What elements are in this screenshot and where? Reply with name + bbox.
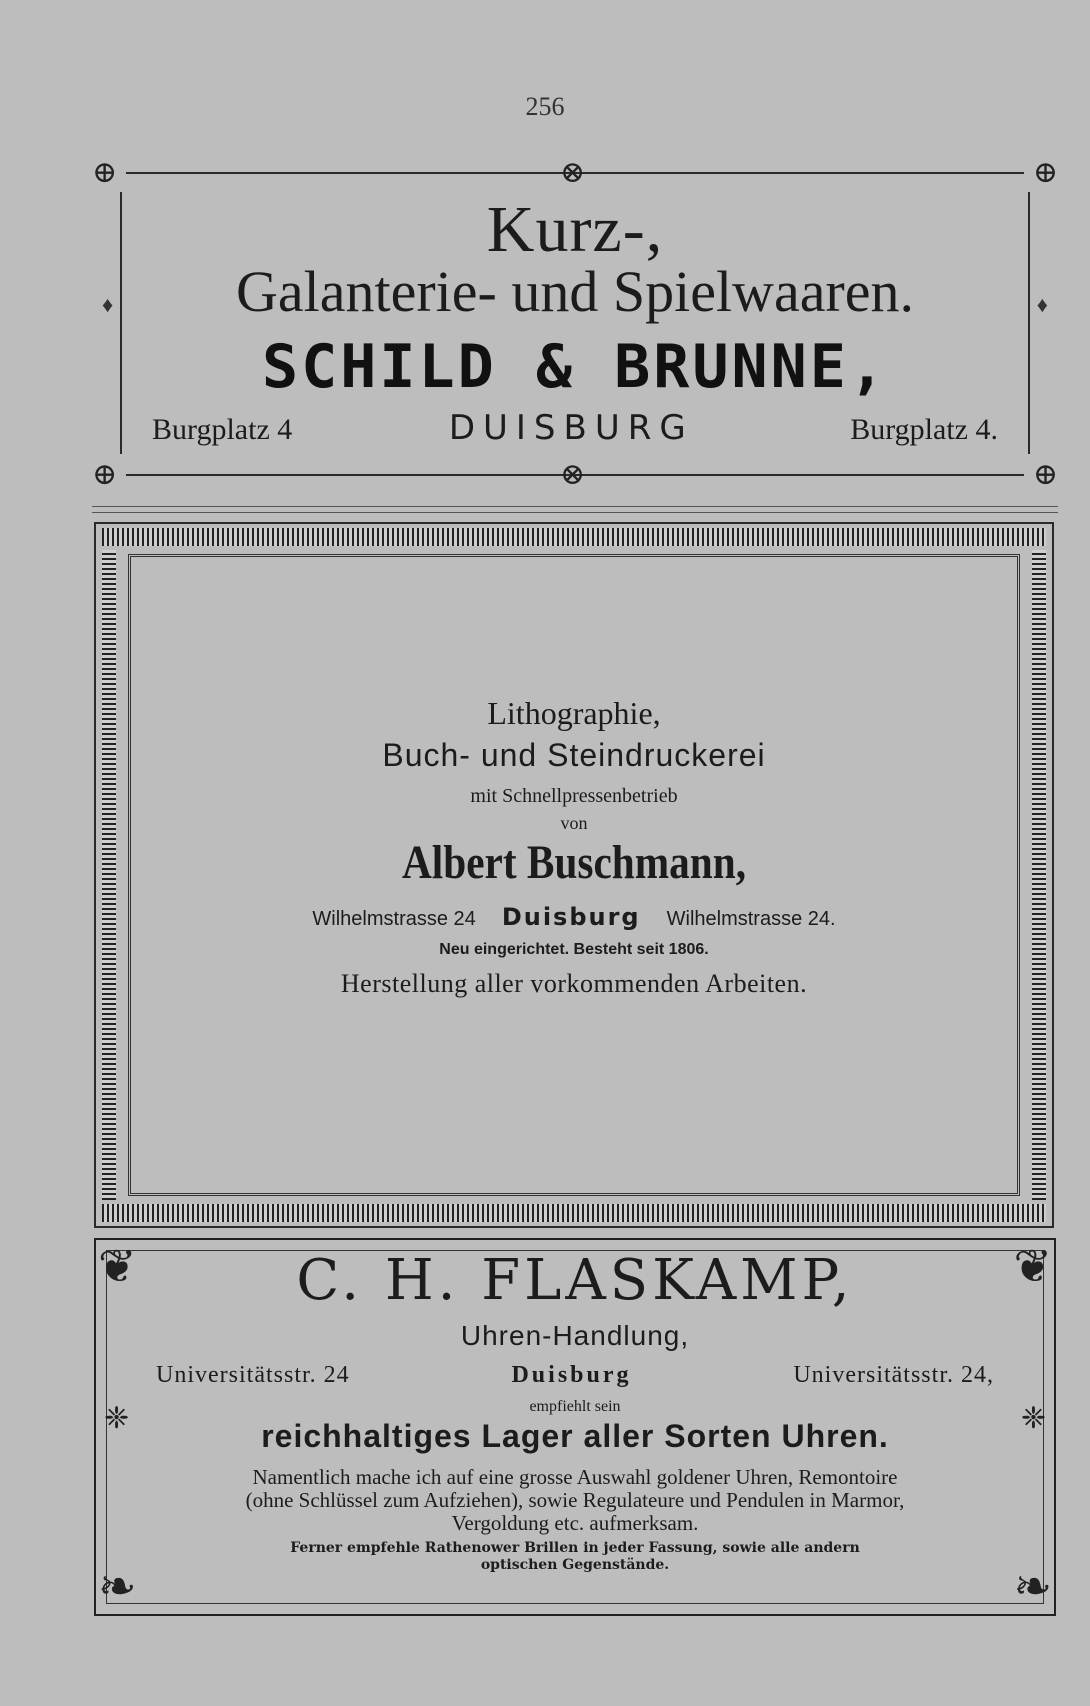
hatched-border-bottom [102,1204,1046,1222]
address-right: Wilhelmstrasse 24. [666,908,836,930]
floral-corner-ornament-icon: ❦ [98,1241,137,1292]
ad-footer [156,1540,994,1574]
knot-ornament-icon: ⊕ [92,156,118,189]
ad-note: Neu eingerichtet. Besteht seit 1806. [439,941,709,958]
city-name: DUISBURG [448,408,694,448]
advertisement-schild-brunne [92,152,1058,492]
page-number: 256 [525,92,565,121]
ad-subheading: Buch- und Steindruckerei [382,737,766,773]
ad-footer-line: optischen Gegenstände. [480,1557,670,1573]
firm-name: C. H. FLASKAMP, [296,1248,854,1313]
floral-corner-ornament-icon: ❧ [1013,1561,1052,1612]
address-row [156,1362,994,1389]
advertisement-buschmann [94,522,1054,1228]
ad-heading: Lithographie, [487,695,661,731]
address-left: Universitätsstr. 24 [156,1362,350,1388]
ad-body-line: Namentlich mache ich auf eine grosse Auswahl goldener Uhren, Remontoire [252,1465,898,1489]
hatched-border-top [102,528,1046,546]
advertisement-flaskamp [94,1238,1056,1616]
ad-body [156,1466,994,1535]
divider [92,512,1058,513]
city-name: Duisburg [511,1362,632,1388]
knot-ornament-icon: ⊗ [560,458,586,491]
spindle-ornament-icon: ♦ [102,292,114,317]
proprietor-name: Albert Buschmann, [401,836,747,889]
ad-tagline: Herstellung aller vorkommenden Arbeiten. [340,969,808,998]
city-name: Duisburg [501,903,641,931]
ad-footer-line: Ferner empfehle Rathenower Brillen in jeder Fassung, sowie alle andern [290,1540,860,1556]
floral-side-ornament-icon: ❈ [1020,1402,1046,1435]
address-left: Wilhelmstrasse 24 [312,908,476,930]
ad-text: von [560,813,588,833]
address-right: Universitätsstr. 24, [793,1362,994,1388]
knot-ornament-icon: ⊕ [1032,156,1058,189]
address-left: Burgplatz 4 [152,413,293,446]
inner-frame [128,554,1020,1196]
knot-ornament-icon: ⊕ [92,458,118,491]
knot-ornament-icon: ⊗ [560,156,586,189]
ornamental-rail-right [1028,192,1030,454]
hatched-border-left [102,550,116,1200]
address-right: Burgplatz 4. [850,413,998,446]
hatched-border-right [1032,550,1046,1200]
spindle-ornament-icon: ♦ [1036,292,1048,317]
address-row [131,903,1017,931]
ad-text: empfiehlt sein [529,1398,621,1415]
ad-body-line: Vergoldung etc. aufmerksam. [451,1511,699,1535]
ad-subheading: Galanterie- und Spielwaaren. [236,259,914,324]
knot-ornament-icon: ⊕ [1032,458,1058,491]
ornamental-rail-left [120,192,122,454]
ad-body-line: (ohne Schlüssel zum Aufziehen), sowie Regulateure und Pendulen in Marmor, [245,1488,905,1512]
floral-corner-ornament-icon: ❧ [98,1561,137,1612]
divider [92,506,1058,507]
floral-corner-ornament-icon: ❦ [1013,1241,1052,1292]
address-row [152,408,998,448]
ad-headline: reichhaltiges Lager aller Sorten Uhren. [261,1418,889,1454]
ad-subheading: Uhren-Handlung, [460,1320,690,1351]
firm-name: SCHILD & BRUNNE, [262,332,888,402]
ad-heading: Kurz-, [486,193,664,266]
ad-text: mit Schnellpressenbetrieb [470,785,678,807]
floral-side-ornament-icon: ❈ [104,1402,130,1435]
